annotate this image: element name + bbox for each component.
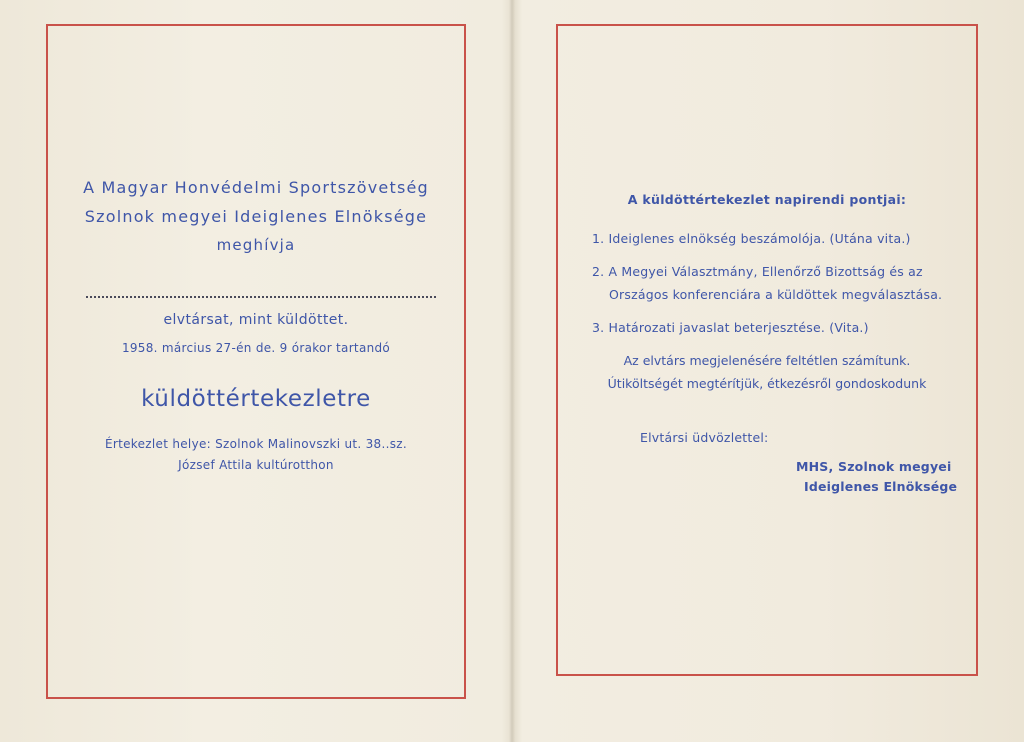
event-title: küldöttértekezletre: [141, 386, 371, 412]
note-line-1: Az elvtárs megjelenésére feltétlen számítunk.: [623, 353, 911, 368]
venue-line-2: József Attila kultúrotthon: [178, 458, 334, 472]
addressee-text: elvtársat, mint küldöttet.: [163, 312, 349, 328]
date-line: 1958. március 27-én de. 9 órakor tartandó: [121, 341, 391, 355]
agenda-item-1: 1. Ideiglenes elnökség beszámolója. (Utána vita.): [592, 231, 911, 246]
right-page-frame: [556, 24, 978, 676]
agenda-title: A küldöttértekezlet napirendi pontjai:: [627, 192, 907, 207]
signature-line-2: Ideiglenes Elnöksége: [804, 479, 958, 494]
org-line-2: Szolnok megyei Ideiglenes Elnöksége: [84, 207, 428, 226]
center-fold: [509, 0, 515, 742]
name-blank-line: [86, 296, 436, 298]
greeting-text: Elvtársi üdvözlettel:: [640, 430, 769, 445]
note-line-2: Útiköltségét megtérítjük, étkezésről gondoskodunk: [607, 376, 927, 391]
agenda-item-3: 3. Határozati javaslat beterjesztése. (Vita.): [592, 320, 869, 335]
venue-line-1: Értekezlet helye: Szolnok Malinovszki ut. 38..sz.: [105, 437, 407, 451]
invites-text: meghívja: [216, 236, 296, 254]
left-page-frame: [46, 24, 466, 699]
org-line-1: A Magyar Honvédelmi Sportszövetség: [83, 178, 429, 197]
signature-line-1: MHS, Szolnok megyei: [796, 459, 952, 474]
agenda-item-2-cont: Országos konferenciára a küldöttek megválasztása.: [609, 287, 943, 302]
agenda-item-2: 2. A Megyei Választmány, Ellenőrző Bizottság és az: [592, 264, 923, 279]
